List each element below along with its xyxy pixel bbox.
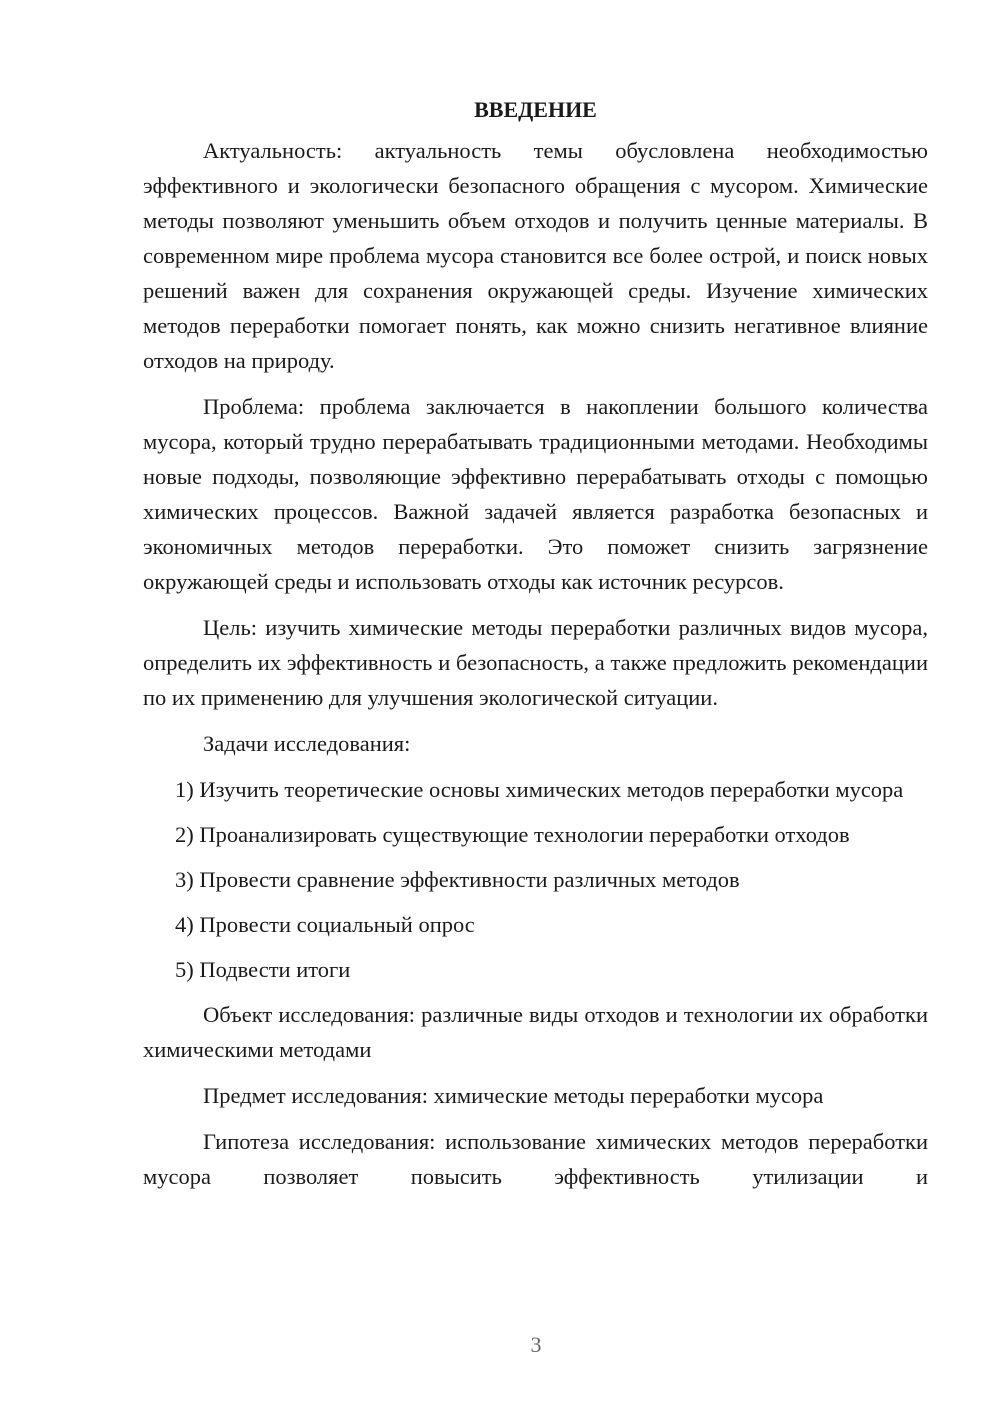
goal-paragraph: Цель: изучить химические методы переработки различных видов мусора, определить их эффективность и безопасность, а также предложить рекомендации по их применению для улучшения экологической ситуации. xyxy=(143,615,928,710)
task-item: 4) Провести социальный опрос xyxy=(175,912,475,937)
object-paragraph: Объект исследования: различные виды отходов и технологии их обработки химическими методами xyxy=(143,1002,928,1062)
task-item: 1) Изучить теоретические основы химических методов переработки мусора xyxy=(175,777,904,802)
page-number: 3 xyxy=(530,1332,542,1357)
task-item: 3) Провести сравнение эффективности различных методов xyxy=(175,867,740,892)
subject-paragraph: Предмет исследования: химические методы переработки мусора xyxy=(203,1083,824,1108)
problem-paragraph: Проблема: проблема заключается в накоплении большого количества мусора, который трудно перерабатывать традиционными методами. Необходимы новые подходы, позволяющие эффективно перерабатывать отходы с помощью химических процессов. Важной задачей является разработка безопасных и экономичных методов переработки. Это поможет снизить загрязнение окружающей среды и использовать отходы как источник ресурсов. xyxy=(143,394,928,594)
task-item: 5) Подвести итоги xyxy=(175,957,351,982)
tasks-list xyxy=(143,772,928,987)
task-item: 2) Проанализировать существующие технологии переработки отходов xyxy=(175,822,850,847)
tasks-title: Задачи исследования: xyxy=(203,731,411,756)
section-heading: ВВЕДЕНИЕ xyxy=(474,97,597,122)
relevance-paragraph: Актуальность: актуальность темы обусловлена необходимостью эффективного и экологически безопасного обращения с мусором. Химические методы позволяют уменьшить объем отходов и получить ценные материалы. В современном мире проблема мусора становится все более острой, и поиск новых решений важен для сохранения окружающей среды. Изучение химических методов переработки помогает понять, как можно снизить негативное влияние отходов на природу. xyxy=(143,138,928,373)
hypothesis-paragraph: Гипотеза исследования: использование химических методов переработки мусора позволяет повысить эффективность утилизации и xyxy=(143,1129,928,1189)
document-page xyxy=(143,92,928,1194)
